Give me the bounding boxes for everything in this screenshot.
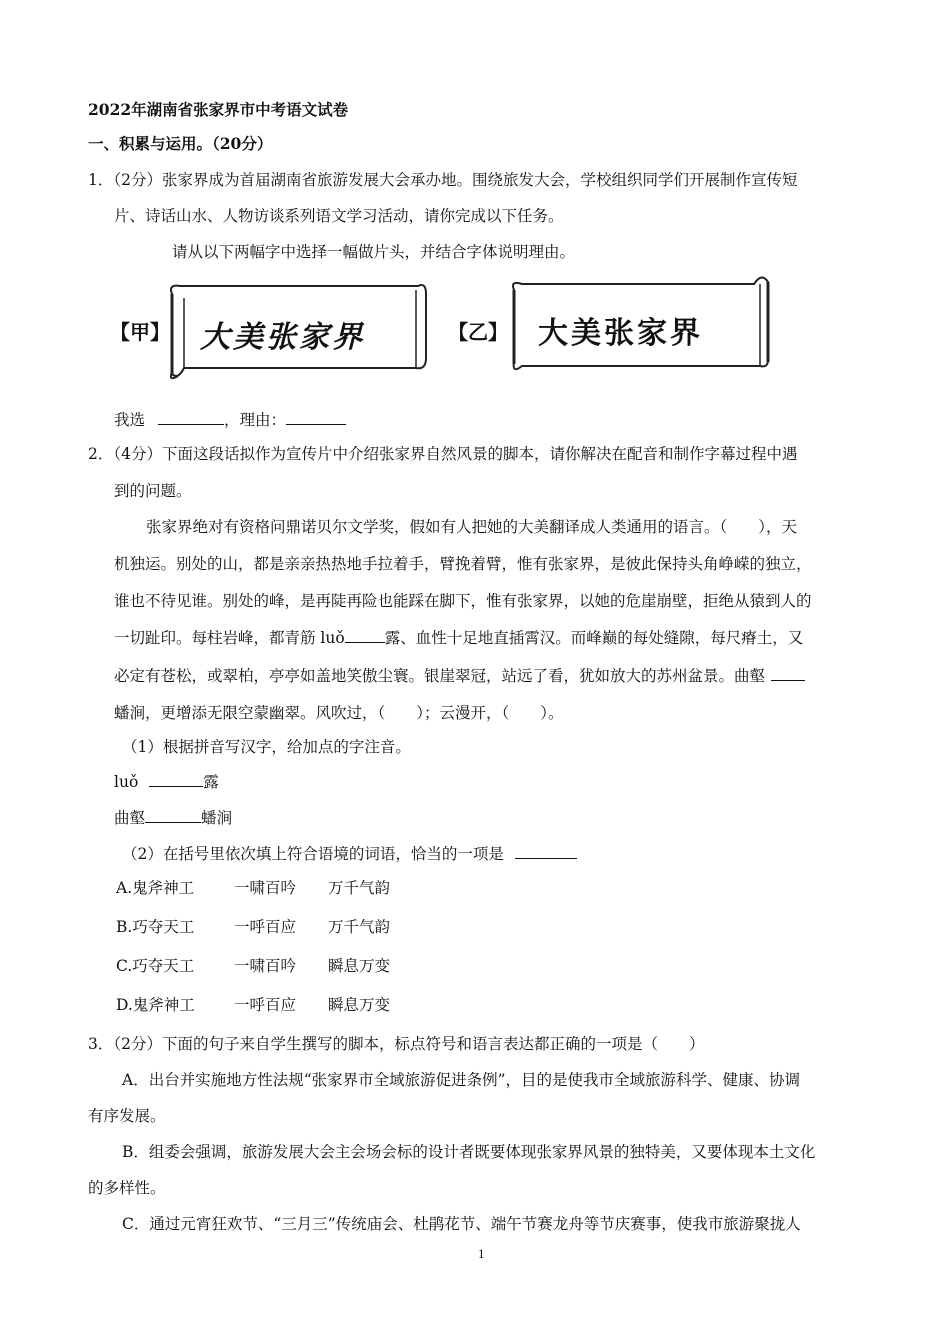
q1-line2: 片、诗话山水、人物访谈系列语文学习活动，请你完成以下任务。	[114, 207, 564, 225]
section-heading: 一、积累与运用。（20分）	[88, 134, 273, 153]
page-number: 1	[478, 1246, 485, 1261]
answer-prefix: 曲壑	[114, 809, 146, 827]
sub-question-2	[122, 844, 577, 864]
annotation-blank[interactable]	[771, 666, 805, 681]
option-term: 瞬息万变	[328, 957, 391, 975]
q3-option-a-cont: 有序发展。	[88, 1107, 166, 1125]
sub-question-2-text: （2）在括号里依次填上符合语境的词语，恰当的一项是	[122, 845, 504, 863]
pinyin-text: luǒ	[114, 773, 139, 791]
passage-text: 露、血性十足地直插霄汉。而峰巅的每处缝隙，每尺瘠土，又	[384, 629, 804, 647]
option-term: 一呼百应	[234, 996, 297, 1014]
label-yi: 【乙】	[448, 320, 508, 344]
answer-blank-2[interactable]	[145, 808, 201, 823]
q2-passage-line: 谁也不待见谁。别处的峰，是再陡再险也能踩在脚下，惟有张家界，以她的危崖崩壁，拒绝从猿到人的	[114, 592, 812, 610]
scroll-yi-text: 大美张家界	[538, 316, 703, 351]
q2-passage-line	[114, 628, 803, 648]
option-term: 一呼百应	[234, 918, 297, 936]
q2-passage-line: 蟠涧，更增添无限空蒙幽翠。风吹过，（ ）；云漫开，（ ）。	[114, 704, 564, 722]
q2-passage-line: 机独运。别处的山，都是亲亲热热地手拉着手，臂挽着臂，惟有张家界，是彼此保持头角峥嵘的独立，	[114, 555, 812, 573]
q3-option-b: B．组委会强调，旅游发展大会主会场会标的设计者既要体现张家界风景的独特美，又要体现本土文化	[122, 1143, 816, 1161]
q1-answer-line	[114, 410, 346, 430]
q3-option-a: A．出台并实施地方性法规“张家界市全域旅游促进条例”，目的是使我市全域旅游科学、健康、协调	[122, 1071, 801, 1089]
scroll-jia-text: 大美张家界	[200, 320, 365, 355]
option-term: A.鬼斧神工	[116, 879, 195, 897]
passage-text: 一切趾印。每柱岩峰，都青筋 luǒ	[114, 629, 345, 647]
reason-prefix: ，理由：	[223, 411, 286, 429]
option-term: 一啸百吟	[234, 957, 297, 975]
q2-passage-line	[114, 666, 805, 686]
option-term: C.巧夺天工	[116, 957, 195, 975]
q3-option-c: C．通过元宵狂欢节、“三月三”传统庙会、杜鹃花节、端午节赛龙舟等节庆赛事，使我市旅游聚拢人	[122, 1215, 801, 1233]
passage-text: 必定有苍松，或翠柏，亭亭如盖地笑傲尘寰。银崖翠冠，站远了看，犹如放大的苏州盆景。曲壑	[114, 667, 766, 685]
choose-prefix: 我选	[114, 411, 146, 429]
answer-blank-3[interactable]	[515, 844, 577, 859]
label-jia: 【甲】	[110, 320, 170, 344]
q3-line1: 3．（2分）下面的句子来自学生撰写的脚本，标点符号和语言表达都正确的一项是（ ）	[88, 1035, 705, 1053]
reason-blank[interactable]	[286, 410, 346, 425]
q2-line2: 到的问题。	[114, 482, 192, 500]
answer-row-2	[114, 808, 232, 828]
option-term: 万千气韵	[328, 918, 391, 936]
option-term: D.鬼斧神工	[116, 996, 195, 1014]
q2-line1: 2．（4分）下面这段话拟作为宣传片中介绍张家界自然风景的脚本，请你解决在配音和制作字幕过程中遇	[88, 445, 798, 463]
choice-blank[interactable]	[158, 410, 224, 425]
q1-line1: 1．（2分）张家界成为首届湖南省旅游发展大会承办地。围绕旅发大会，学校组织同学们开展制作宣传短	[88, 171, 798, 189]
option-term: 瞬息万变	[328, 996, 391, 1014]
q2-passage-line: 张家界绝对有资格问鼎诺贝尔文学奖，假如有人把她的大美翻译成人类通用的语言。（ ），天	[146, 518, 798, 536]
sub-question-1: （1）根据拼音写汉字，给加点的字注音。	[122, 738, 411, 756]
option-term: 一啸百吟	[234, 879, 297, 897]
option-term: B.巧夺天工	[116, 918, 195, 936]
q3-option-b-cont: 的多样性。	[88, 1179, 166, 1197]
answer-suffix: 露	[203, 773, 219, 791]
answer-suffix: 蟠涧	[201, 809, 233, 827]
q1-instruction: 请从以下两幅字中选择一幅做片头，并结合字体说明理由。	[172, 243, 576, 261]
pinyin-blank[interactable]	[345, 628, 385, 643]
option-term: 万千气韵	[328, 879, 391, 897]
page-title: 2022年湖南省张家界市中考语文试卷	[88, 100, 349, 119]
answer-blank-1[interactable]	[149, 772, 203, 787]
answer-row-1	[114, 772, 219, 792]
